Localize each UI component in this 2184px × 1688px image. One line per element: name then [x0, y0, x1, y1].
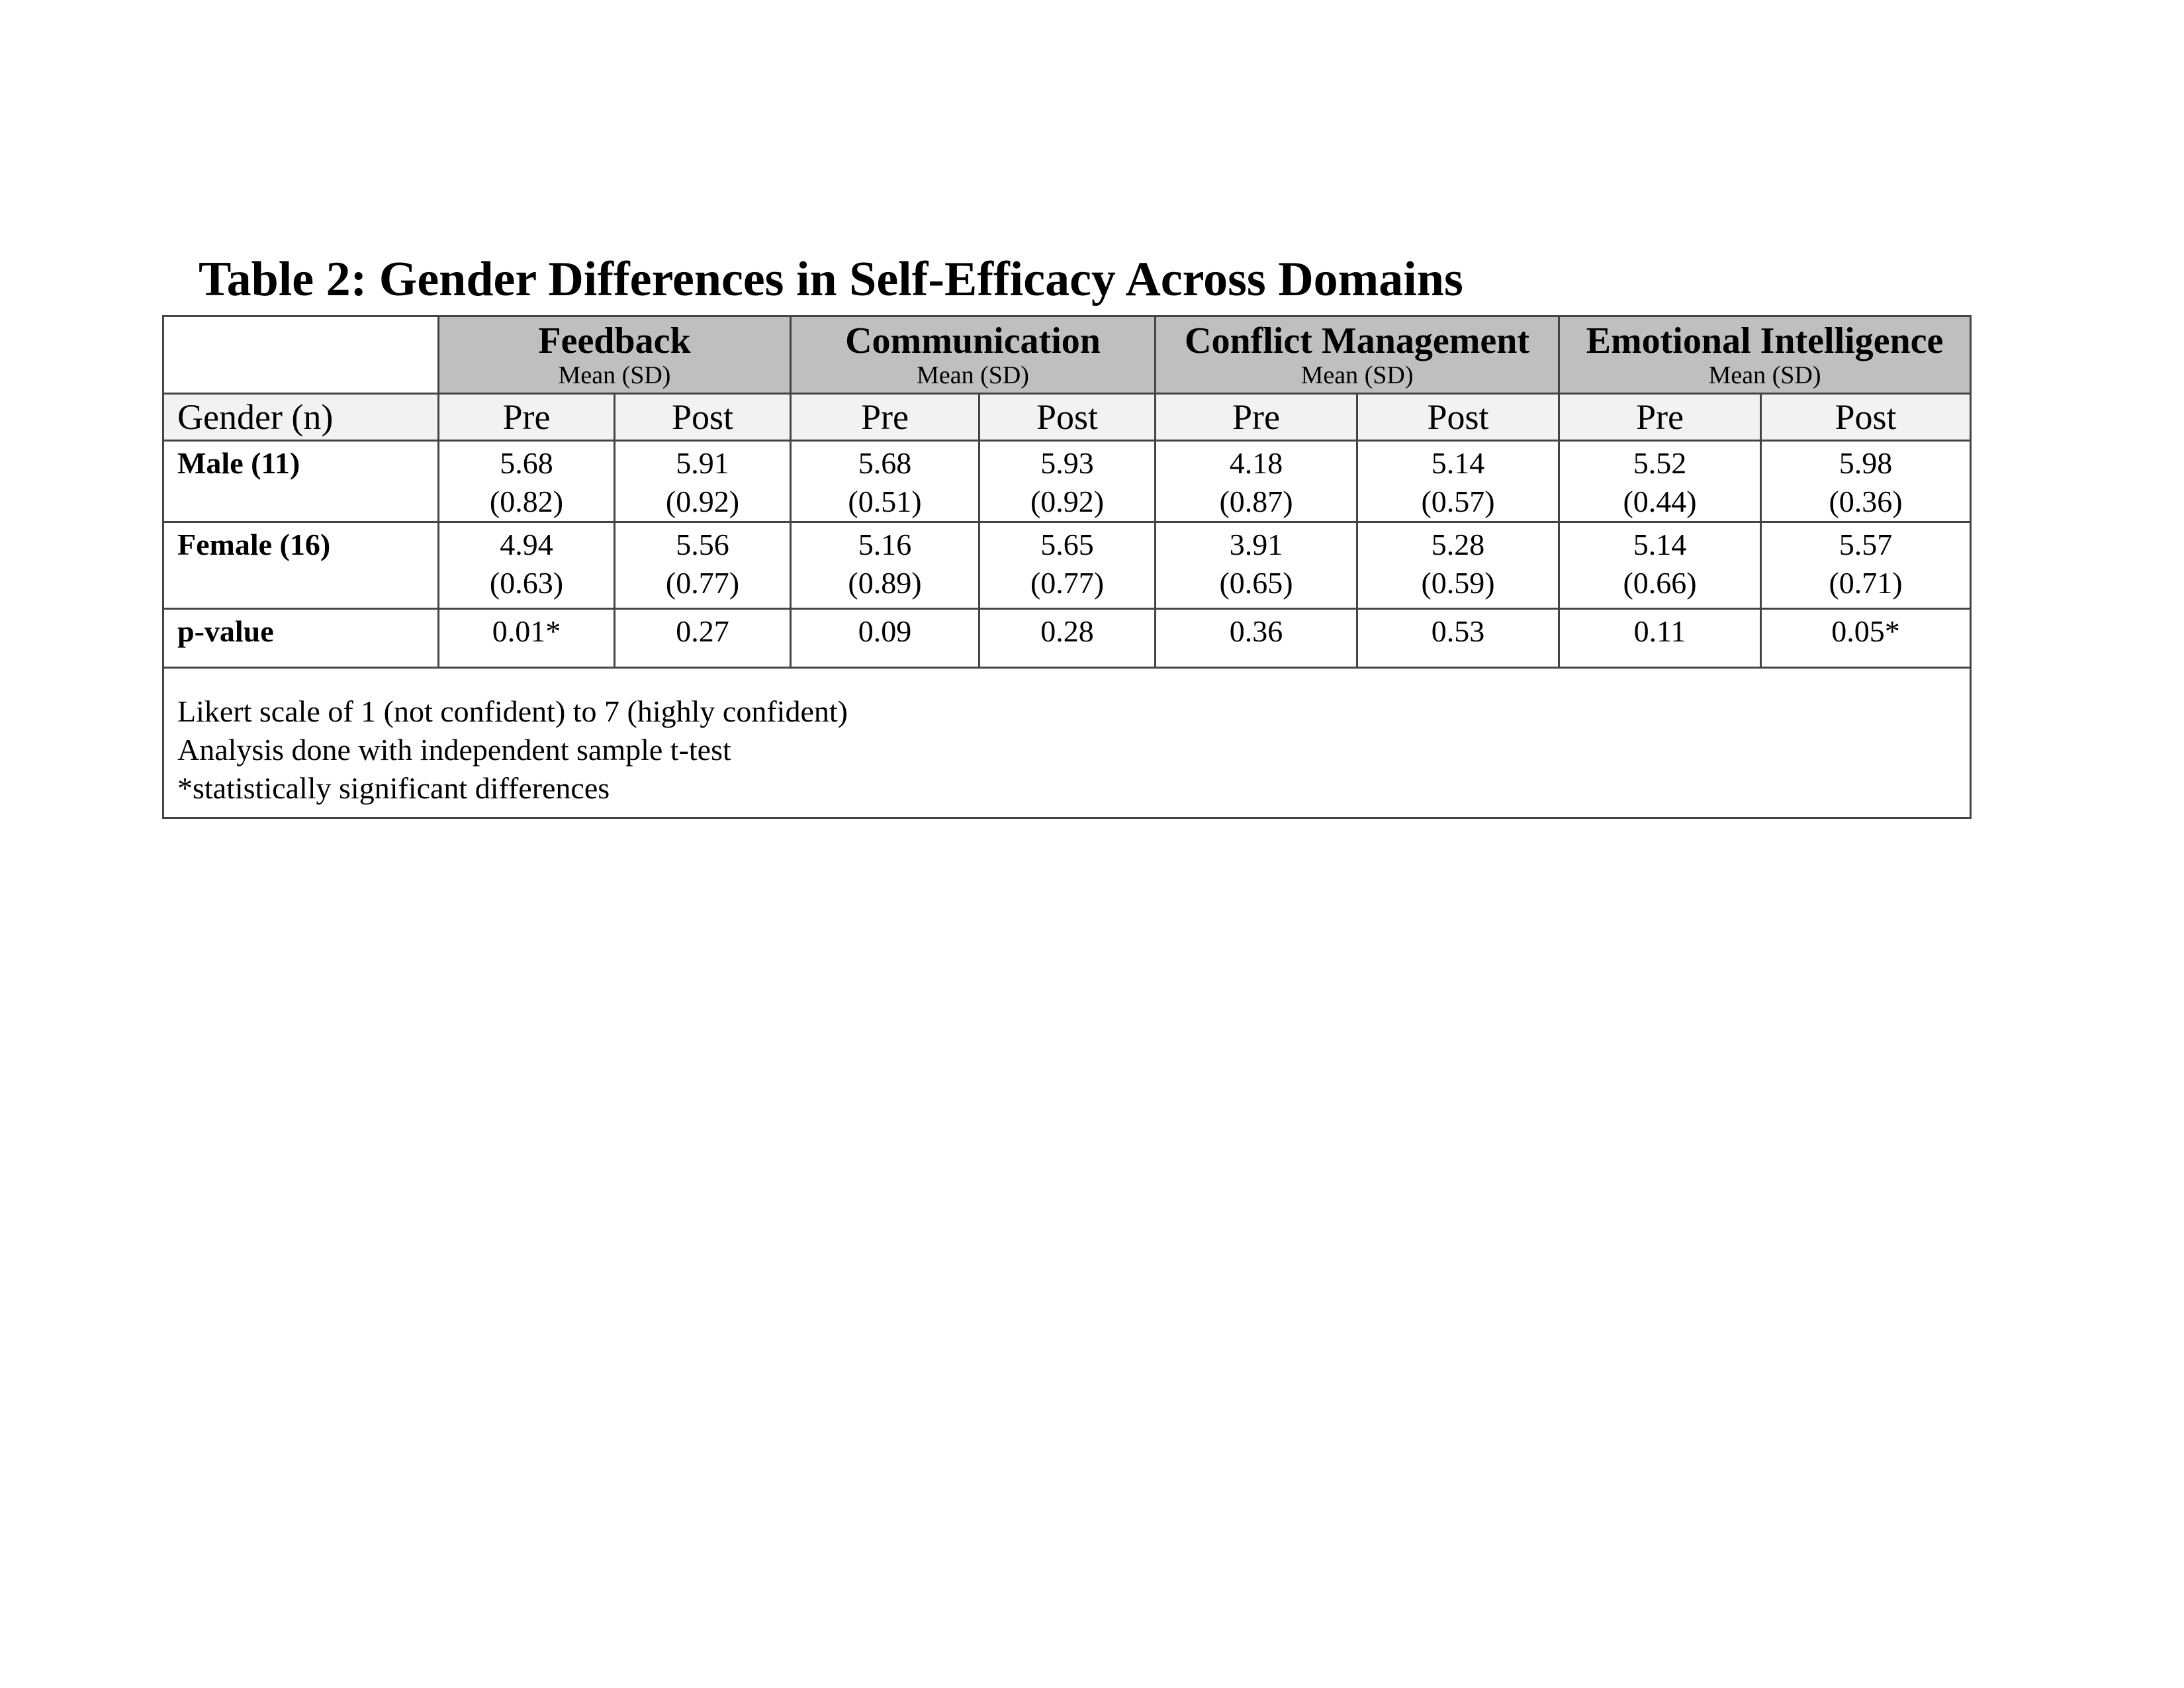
table-row-pvalue — [163, 609, 1971, 668]
domain-subtitle: Mean (SD) — [558, 361, 671, 389]
p-value-cell: 0.01* — [439, 609, 615, 668]
domain-name: Feedback — [538, 320, 691, 361]
p-value-cell: 0.05* — [1761, 609, 1971, 668]
table-cell — [1357, 522, 1559, 609]
mean-value: 4.18 — [1229, 446, 1283, 480]
phase-header-row — [163, 394, 1971, 441]
mean-value: 5.14 — [1431, 446, 1485, 480]
mean-value: 5.65 — [1040, 528, 1094, 561]
domain-subtitle: Mean (SD) — [917, 361, 1029, 389]
row-label: p-value — [163, 609, 439, 668]
table-row-female — [163, 522, 1971, 609]
p-value-cell: 0.28 — [979, 609, 1156, 668]
table-cell — [439, 522, 615, 609]
sd-value: (0.44) — [1623, 485, 1697, 518]
sd-value: (0.71) — [1829, 566, 1903, 600]
p-value-cell: 0.27 — [615, 609, 791, 668]
table-row-male — [163, 441, 1971, 522]
p-value-cell: 0.11 — [1559, 609, 1761, 668]
sd-value: (0.82) — [489, 485, 564, 518]
table-cell — [615, 441, 791, 522]
mean-value: 5.16 — [858, 528, 912, 561]
mean-value: 5.98 — [1839, 446, 1893, 480]
note-line: Likert scale of 1 (not confident) to 7 (highly confident) — [177, 694, 848, 728]
sd-value: (0.92) — [665, 485, 740, 518]
p-value-cell: 0.36 — [1156, 609, 1357, 668]
domain-name: Communication — [845, 320, 1101, 361]
table-cell — [1357, 441, 1559, 522]
mean-value: 5.68 — [500, 446, 553, 480]
mean-value: 5.52 — [1633, 446, 1687, 480]
mean-value: 5.56 — [676, 528, 729, 561]
sd-value: (0.92) — [1030, 485, 1105, 518]
corner-cell — [163, 316, 439, 394]
domain-header-conflict-management — [1156, 316, 1559, 394]
table-cell — [1559, 441, 1761, 522]
mean-value: 5.93 — [1040, 446, 1094, 480]
sd-value: (0.65) — [1219, 566, 1293, 600]
phase-header: Pre — [439, 394, 615, 441]
mean-value: 5.91 — [676, 446, 729, 480]
table-notes-row — [163, 668, 1971, 818]
mean-value: 5.68 — [858, 446, 912, 480]
note-line: Analysis done with independent sample t-test — [177, 733, 731, 767]
domain-subtitle: Mean (SD) — [1300, 361, 1414, 389]
sd-value: (0.77) — [665, 566, 740, 600]
sd-value: (0.59) — [1421, 566, 1495, 600]
sd-value: (0.66) — [1623, 566, 1697, 600]
table-cell — [979, 522, 1156, 609]
table-cell — [979, 441, 1156, 522]
phase-header: Pre — [1559, 394, 1761, 441]
domain-header-row — [163, 316, 1971, 394]
domain-name: Conflict Management — [1185, 320, 1530, 361]
sd-value: (0.63) — [489, 566, 564, 600]
sd-value: (0.36) — [1829, 485, 1903, 518]
domain-name: Emotional Intelligence — [1586, 320, 1944, 361]
table-cell — [615, 522, 791, 609]
table-cell — [1156, 441, 1357, 522]
sd-value: (0.77) — [1030, 566, 1105, 600]
p-value-cell: 0.53 — [1357, 609, 1559, 668]
sd-value: (0.87) — [1219, 485, 1293, 518]
table-cell — [439, 441, 615, 522]
domain-header-communication — [791, 316, 1156, 394]
gender-differences-table — [162, 315, 1972, 819]
phase-header: Post — [1761, 394, 1971, 441]
table-cell — [1559, 522, 1761, 609]
mean-value: 3.91 — [1229, 528, 1283, 561]
row-label: Male (11) — [163, 441, 439, 522]
table-cell — [791, 441, 979, 522]
note-line: *statistically significant differences — [177, 771, 610, 805]
mean-value: 5.28 — [1431, 528, 1485, 561]
domain-header-feedback — [439, 316, 791, 394]
p-value-cell: 0.09 — [791, 609, 979, 668]
sd-value: (0.51) — [848, 485, 922, 518]
table-cell — [1761, 522, 1971, 609]
sd-value: (0.57) — [1421, 485, 1495, 518]
table-cell — [1761, 441, 1971, 522]
phase-header: Pre — [1156, 394, 1357, 441]
domain-header-emotional-intelligence — [1559, 316, 1971, 394]
table-notes — [163, 668, 1971, 818]
phase-header: Post — [615, 394, 791, 441]
sd-value: (0.89) — [848, 566, 922, 600]
mean-value: 5.57 — [1839, 528, 1893, 561]
gender-column-header: Gender (n) — [163, 394, 439, 441]
mean-value: 4.94 — [500, 528, 553, 561]
domain-subtitle: Mean (SD) — [1708, 361, 1821, 389]
phase-header: Post — [1357, 394, 1559, 441]
mean-value: 5.14 — [1633, 528, 1687, 561]
table-cell — [791, 522, 979, 609]
table-cell — [1156, 522, 1357, 609]
phase-header: Pre — [791, 394, 979, 441]
table-title: Table 2: Gender Differences in Self-Efficacy Across Domains — [199, 252, 1463, 306]
phase-header: Post — [979, 394, 1156, 441]
row-label: Female (16) — [163, 522, 439, 609]
